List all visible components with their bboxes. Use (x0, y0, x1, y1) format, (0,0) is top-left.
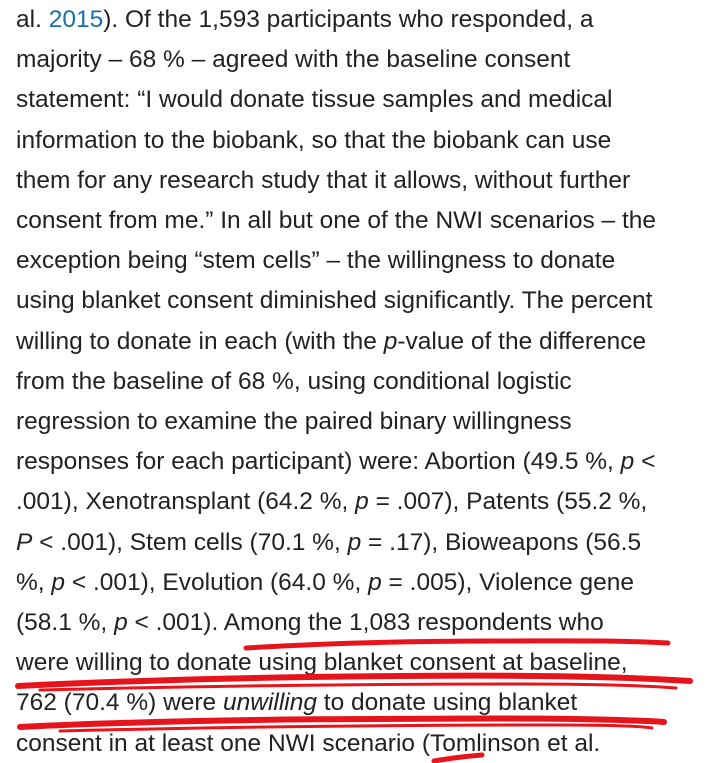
text-line (16, 45, 570, 75)
text-line (16, 407, 572, 437)
text-line (16, 447, 655, 477)
text-run: %, (16, 568, 52, 596)
text-line (16, 608, 604, 638)
text-run: from the baseline of 68 %, using conditional logistic (16, 367, 572, 395)
text-run: statement: “I would donate tissue samples and medical (16, 86, 613, 114)
text-run: < .001), Evolution (64.0 %, (65, 568, 369, 596)
italic-text: p (114, 609, 128, 636)
text-line (16, 206, 656, 236)
italic-text: p (51, 568, 66, 596)
text-line (16, 648, 628, 678)
text-run: -value of the difference (397, 327, 647, 355)
text-line (16, 729, 600, 759)
italic-text: p (368, 568, 382, 596)
text-line (16, 327, 646, 357)
text-run: 762 (70.4 %) were (16, 689, 223, 717)
text-run: = .007), Patents (55.2 %, (368, 488, 648, 516)
text-run: willing to donate in each (with the (16, 327, 384, 355)
text-line (16, 126, 611, 156)
text-run: exception being “stem cells” – the willingness to donate (16, 247, 616, 275)
text-run: majority – 68 % – agreed with the baseline consent (16, 46, 571, 74)
text-line (16, 528, 641, 558)
italic-text: p (620, 448, 635, 476)
underline-stroke (246, 641, 668, 648)
text-run: using blanket consent diminished significantly. The percent (16, 287, 653, 315)
text-run: .001), Xenotransplant (64.2 %, (16, 488, 356, 516)
text-run: consent in at least one NWI scenario (Tomlinson et al. (16, 729, 601, 757)
text-run: regression to examine the paired binary willingness (16, 408, 572, 435)
text-run: ). Of the 1,593 participants who responded, a (103, 6, 594, 33)
italic-text: P (16, 528, 33, 556)
italic-text: p (383, 327, 398, 355)
text-run: to donate using blanket (316, 689, 578, 717)
text-line (16, 487, 647, 517)
text-line (16, 5, 594, 35)
text-run: < .001). Among the 1,083 respondents who (127, 609, 604, 636)
text-run: < .001), Stem cells (70.1 %, (32, 528, 348, 556)
text-line (16, 367, 572, 397)
text-line (16, 286, 652, 316)
text-line (16, 568, 634, 598)
text-run: = .005), Violence gene (381, 568, 634, 596)
text-line (16, 85, 612, 115)
text-run: were willing to donate using blanket consent at baseline, (16, 649, 628, 677)
text-line (16, 688, 577, 718)
italic-text: unwilling (223, 689, 317, 717)
text-run: (58.1 %, (16, 609, 115, 636)
text-line (16, 166, 630, 196)
text-run: them for any research study that it allows, without further (16, 166, 631, 194)
text-run: = .17), Bioweapons (56.5 (361, 528, 642, 556)
text-run: al. (16, 6, 49, 33)
underline-stroke (20, 718, 664, 727)
text-run: < (634, 448, 656, 476)
italic-text: p (347, 528, 362, 556)
text-run: responses for each participant) were: Abortion (49.5 %, (16, 448, 621, 476)
text-run: consent from me.” In all but one of the NWI scenarios – the (16, 207, 657, 234)
italic-text: p (355, 488, 369, 516)
text-line (16, 246, 615, 276)
text-run: information to the biobank, so that the biobank can use (16, 126, 612, 154)
citation-link[interactable]: 2015 (48, 6, 104, 33)
